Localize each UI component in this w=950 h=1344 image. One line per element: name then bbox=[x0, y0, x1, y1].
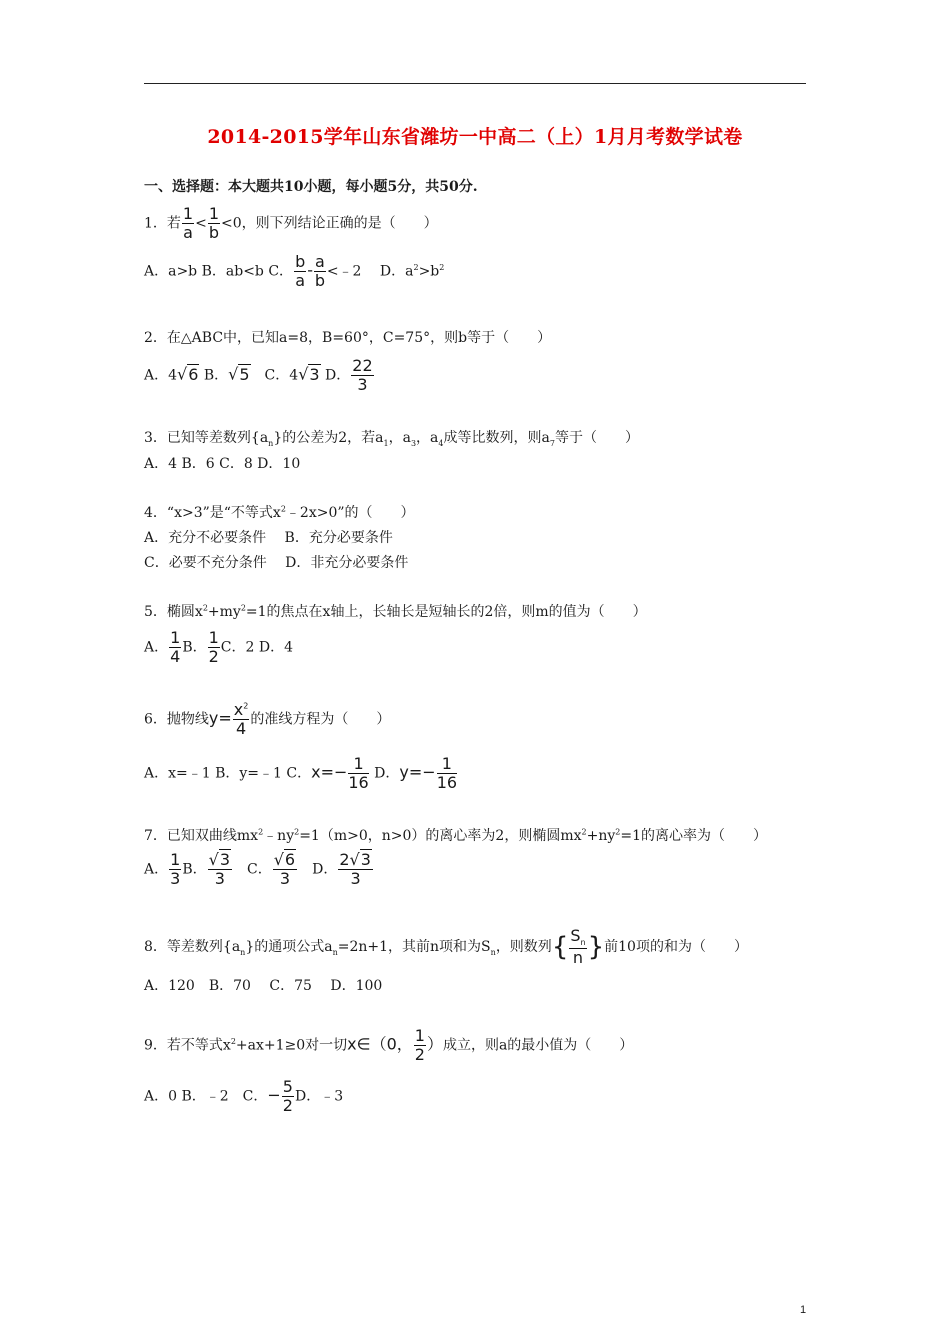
question-1-stem: 1．若 $\frac{1}{a}$ < $\frac{1}{b}$ <0，则下列结论正确的是（ ） bbox=[144, 204, 438, 242]
question-1-options: A．a>b B．ab<b C． $\frac{b}{a}$ - $\frac{a}{b}$ <﹣2 D．$a^2>b^2$ bbox=[144, 252, 445, 290]
fraction: $\frac{1}{16}$ bbox=[436, 754, 458, 792]
question-3-stem: 3．已知等差数列$\{a_n\}$的公差为2，若$a_1$，$a_3$，$a_4$成等比数列，则$a_7$等于（ ） bbox=[144, 430, 639, 448]
fraction: $\frac{√3}{3}$ bbox=[208, 850, 230, 888]
fraction: $\frac{1}{16}$ bbox=[348, 754, 369, 792]
fraction: $\frac{1}{2}$ bbox=[414, 1026, 425, 1064]
question-7-options: A． $\frac{1}{3}$ B． $\frac{√3}{3}$ C． $\frac{√6}{3}$ D． $\frac{2√3}{3}$ bbox=[144, 850, 371, 888]
fraction: $\frac{S_n}{n}$ bbox=[570, 926, 586, 968]
question-5-stem: 5．椭圆$x^2+my^2=1$的焦点在x轴上，长轴长是短轴长的2倍，则m的值为（ ） bbox=[144, 603, 647, 620]
question-7-stem: 7．已知双曲线$mx^2﹣ny^2=1(m>0$，n>0）的离心率为2，则椭圆$mx^2+ny^2=1$的离心率为（ ） bbox=[144, 827, 767, 844]
question-4-stem: 4．“x>3”是“不等式$x^2﹣2x>0$”的（ ） bbox=[144, 504, 415, 521]
fraction: $\frac{a}{b}$ bbox=[314, 252, 325, 290]
question-5-options: A． $\frac{1}{4}$ B． $\frac{1}{2}$ C．2 D．4 bbox=[144, 628, 293, 666]
fraction: $\frac{2√3}{3}$ bbox=[339, 850, 371, 888]
question-4-options-row1: A．充分不必要条件 B．充分必要条件 bbox=[144, 530, 393, 546]
question-8-options: A．120 B．70 C．75 D．100 bbox=[144, 978, 383, 994]
question-6-options: A．x=﹣1 B．y=﹣1 C．x=− $\frac{1}{16}$ D．y=− $\frac{1}{16}$ bbox=[144, 754, 458, 792]
question-2-options: A．4√6 B．√5 C．4√3 D． $\frac{22}{3}$ bbox=[144, 356, 373, 394]
question-6-stem: 6．抛物线y= $\frac{x^2}{4}$ 的准线方程为（ ） bbox=[144, 700, 391, 738]
question-9-options: A．0 B．﹣2 C．− $\frac{5}{2}$ D．﹣3 bbox=[144, 1077, 344, 1115]
fraction: $\frac{1}{4}$ bbox=[170, 628, 181, 666]
question-2-stem: 2．在△ABC中，已知a=8，B=60°，C=75°，则b等于（ ） bbox=[144, 330, 552, 346]
fraction: $\frac{1}{b}$ bbox=[208, 204, 220, 242]
fraction: $\frac{1}{a}$ bbox=[182, 204, 194, 242]
question-9-stem: 9．若不等式$x^2+ax+1\ge 0$对一切x∈（0， $\frac{1}{2}$ ）成立，则a的最小值为（ ） bbox=[144, 1026, 634, 1064]
fraction: $\frac{b}{a}$ bbox=[295, 252, 306, 290]
fraction: $\frac{1}{2}$ bbox=[208, 628, 219, 666]
header-rule bbox=[144, 83, 806, 84]
question-3-options: A．4 B．6 C．8 D．10 bbox=[144, 456, 301, 472]
page-number: 1 bbox=[800, 1304, 807, 1316]
question-8-stem: 8．等差数列$\{a_n\}$的通项公式$a_n=2n+1$，其前n项和为$S_n$，则数列{ $\frac{S_n}{n}$ }前10项的和为（ ） bbox=[144, 926, 748, 968]
fraction: $\frac{√6}{3}$ bbox=[273, 850, 296, 888]
question-4-options-row2: C．必要不充分条件 D．非充分必要条件 bbox=[144, 555, 409, 571]
fraction: $\frac{1}{3}$ bbox=[170, 850, 181, 888]
section-heading: 一、选择题：本大题共10小题，每小题5分，共50分. bbox=[144, 179, 478, 195]
fraction: $\frac{22}{3}$ bbox=[352, 356, 373, 394]
page-title: 2014-2015学年山东省潍坊一中高二（上）1月月考数学试卷 bbox=[207, 126, 743, 148]
fraction: $\frac{5}{2}$ bbox=[282, 1077, 293, 1115]
fraction: $\frac{x^2}{4}$ bbox=[233, 700, 249, 738]
